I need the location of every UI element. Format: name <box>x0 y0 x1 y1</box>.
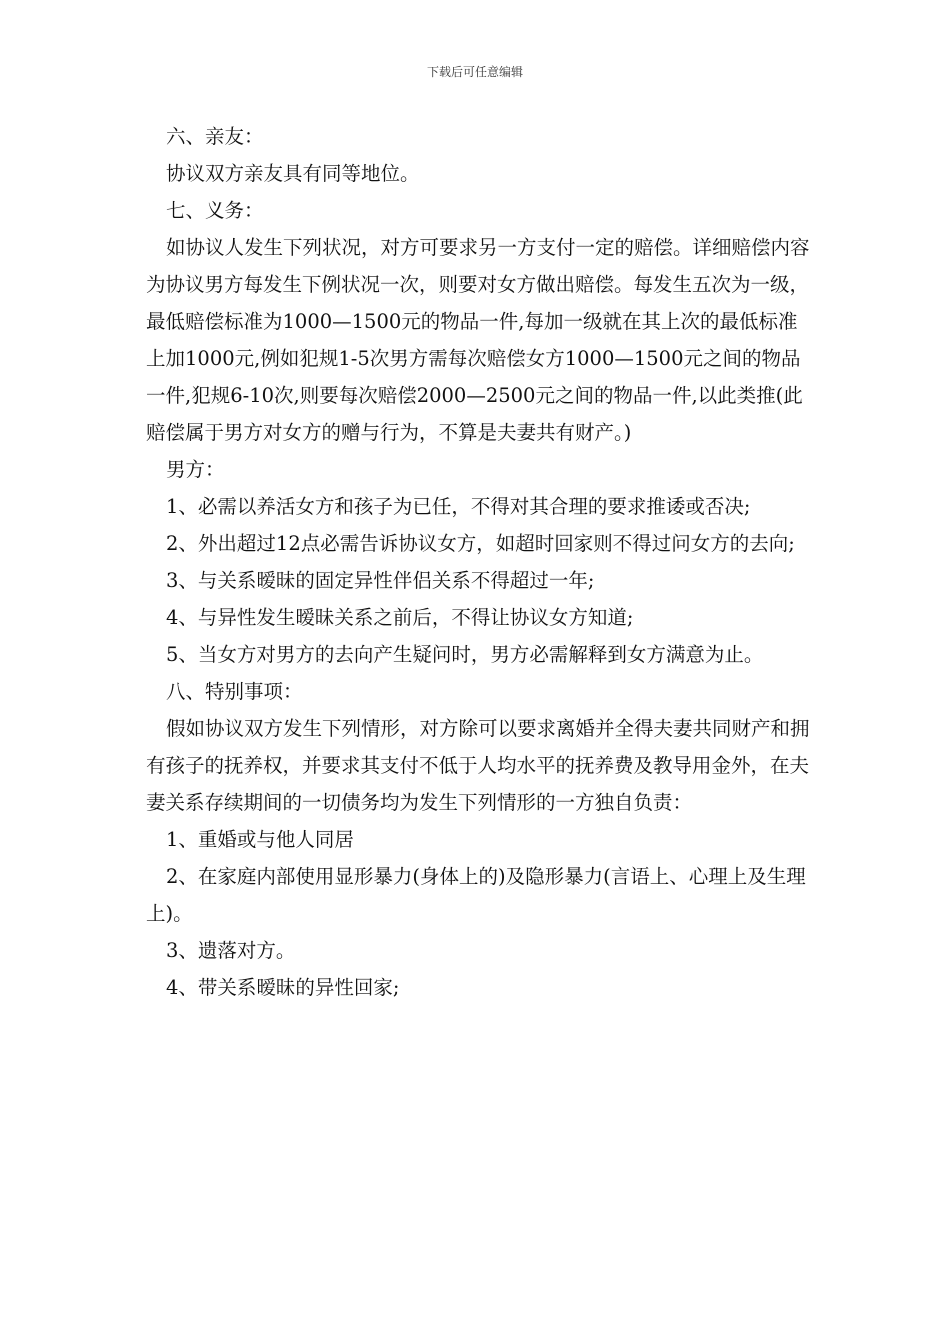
list-item-special-1: 1、重婚或与他人同居 <box>166 828 354 851</box>
list-item-male-3: 3、与关系暧昧的固定异性伴侣关系不得超过一年; <box>166 569 595 592</box>
list-item-male-2: 2、外出超过12点必需告诉协议女方，如超时回家则不得过问女方的去向; <box>166 532 795 555</box>
list-item-male-1: 1、必需以养活女方和孩子为已任，不得对其合理的要求推诿或否决; <box>166 495 751 518</box>
page-header-note: 下载后可任意编辑 <box>426 65 523 79</box>
paragraph-special-matters: 假如协议双方发生下列情形，对方除可以要求离婚并全得夫妻共同财产和拥有孩子的抚养权，并要求其支付不低于人均水平的抚养费及教导用金外，在夫妻关系存续期间的一切债务均为发生下列情形的一方独自负责： <box>146 717 810 814</box>
heading-male-party: 男方： <box>166 458 225 481</box>
list-item-special-2: 2、在家庭内部使用显形暴力(身体上的)及隐形暴力(言语上、心理上及生理上)。 <box>146 865 806 925</box>
heading-obligations: 七、义务： <box>166 199 264 222</box>
list-item-male-4: 4、与异性发生暧昧关系之前后，不得让协议女方知道; <box>166 606 634 629</box>
list-item-male-5: 5、当女方对男方的去向产生疑问时，男方必需解释到女方满意为止。 <box>166 643 764 666</box>
list-item-special-3: 3、遗落对方。 <box>166 939 296 962</box>
heading-special-matters: 八、特别事项： <box>166 680 303 703</box>
paragraph-relatives: 协议双方亲友具有同等地位。 <box>166 162 420 185</box>
paragraph-compensation: 如协议人发生下列状况，对方可要求另一方支付一定的赔偿。详细赔偿内容为协议男方每发生下例状况一次，则要对女方做出赔偿。每发生五次为一级，最低赔偿标准为1000—1500元的物品一件,每加一级就在其上次的最低标准上加1000元,例如犯规1-5次男方需每次赔偿女方1000—1500元之间的物品一件,犯规6-10次,则要每次赔偿2000—2500元之间的物品一件,以此类推(此赔偿属于男方对女方的赠与行为，不算是夫妻共有财产。) <box>146 236 810 444</box>
document-body <box>146 118 814 1006</box>
heading-relatives: 六、亲友： <box>166 125 264 148</box>
list-item-special-4: 4、带关系暧昧的异性回家; <box>166 976 400 999</box>
